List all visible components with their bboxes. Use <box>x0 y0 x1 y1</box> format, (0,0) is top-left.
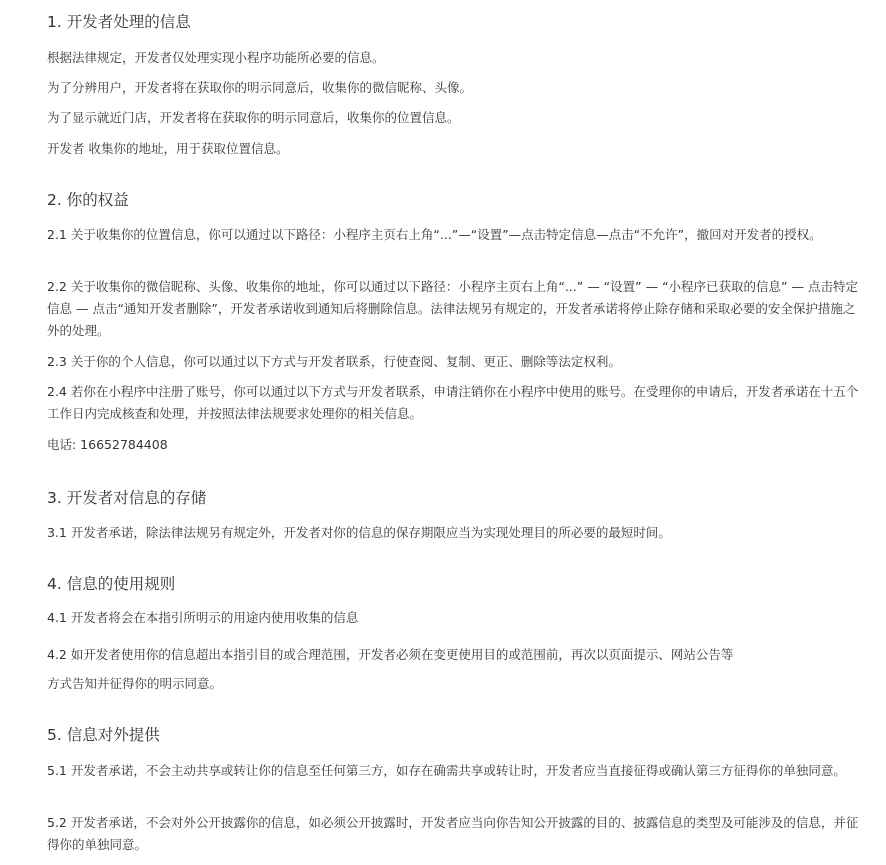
section-1-paragraph-1: 根据法律规定，开发者仅处理实现小程序功能所必要的信息。 <box>47 50 385 65</box>
section-2-paragraph-2-1: 2.1 关于收集你的位置信息，你可以通过以下路径：小程序主页右上角“...”—“设置”—点击特定信息—点击“不允许”，撤回对开发者的授权。 <box>47 227 822 242</box>
section-4-heading: 4. 信息的使用规则 <box>47 575 176 593</box>
section-4-paragraph-4-2: 4.2 如开发者使用你的信息超出本指引目的或合理范围，开发者必须在变更使用目的或范围前，再次以页面提示、网站公告等 <box>47 647 734 662</box>
section-2-paragraph-2-4: 2.4 若你在小程序中注册了账号，你可以通过以下方式与开发者联系，申请注销你在小程序中使用的账号。在受理你的申请后，开发者承诺在十五个工作日内完成核查和处理，并按照法律法规要求处理你的相关信息。 <box>47 384 859 421</box>
contact-phone: 电话: 16652784408 <box>47 437 168 452</box>
section-1-heading: 1. 开发者处理的信息 <box>47 13 191 31</box>
section-4-paragraph-4-2-cont: 方式告知并征得你的明示同意。 <box>47 676 223 691</box>
section-1-paragraph-3: 为了显示就近门店，开发者将在获取你的明示同意后，收集你的位置信息。 <box>47 110 460 125</box>
section-4-paragraph-4-1: 4.1 开发者将会在本指引所明示的用途内使用收集的信息 <box>47 610 359 625</box>
section-2-paragraph-2-2: 2.2 关于收集你的微信昵称、头像、收集你的地址，你可以通过以下路径：小程序主页右上角“...” — “设置” — “小程序已获取的信息” — 点击特定信息 — 点击“通知开发者删除”，开发者承诺收到通知后将删除信息。法律法规另有规定的，开发者承诺将停止除存储和采取必要的安全保护措施之外的处理。 <box>47 279 858 338</box>
section-2-paragraph-2-3: 2.3 关于你的个人信息，你可以通过以下方式与开发者联系，行使查阅、复制、更正、删除等法定权利。 <box>47 354 621 369</box>
section-5-paragraph-5-2: 5.2 开发者承诺，不会对外公开披露你的信息，如必须公开披露时，开发者应当向你告知公开披露的目的、披露信息的类型及可能涉及的信息，并征得你的单独同意。 <box>47 815 859 852</box>
section-1-paragraph-4: 开发者 收集你的地址，用于获取位置信息。 <box>47 141 289 156</box>
section-3-paragraph-3-1: 3.1 开发者承诺，除法律法规另有规定外，开发者对你的信息的保存期限应当为实现处理目的所必要的最短时间。 <box>47 525 671 540</box>
section-5-heading: 5. 信息对外提供 <box>47 726 160 744</box>
section-3-heading: 3. 开发者对信息的存储 <box>47 489 207 507</box>
section-5-paragraph-5-1: 5.1 开发者承诺，不会主动共享或转让你的信息至任何第三方，如存在确需共享或转让时，开发者应当直接征得或确认第三方征得你的单独同意。 <box>47 763 846 778</box>
section-1-paragraph-2: 为了分辨用户，开发者将在获取你的明示同意后，收集你的微信昵称、头像。 <box>47 80 473 95</box>
section-2-heading: 2. 你的权益 <box>47 191 129 209</box>
